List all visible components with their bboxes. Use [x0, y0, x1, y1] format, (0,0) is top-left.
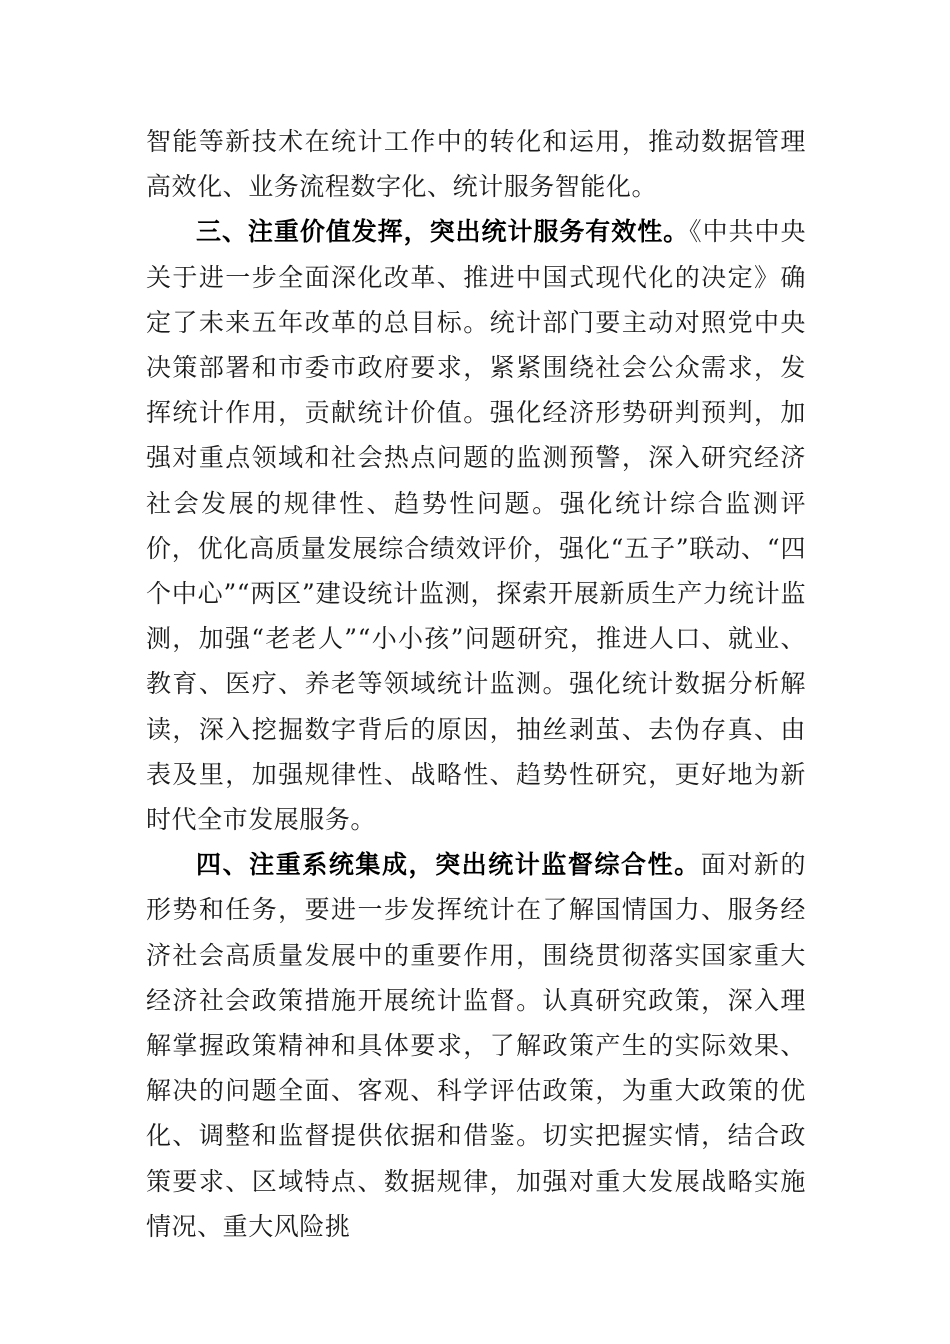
paragraph-body: 面对新的形势和任务，要进一步发挥统计在了解国情国力、服务经济社会高质量发展中的重要作用，围绕贯彻落实国家重大经济社会政策措施开展统计监督。认真研究政策，深入理解掌握政策精神和具体要求，了解政策产生的实际效果、解决的问题全面、客观、科学评估政策，为重大政策的优化、调整和监督提供依据和借鉴。切实把握实情，结合政策要求、区域特点、数据规律，加强对重大发展战略实施情况、重大风险挑 — [146, 850, 806, 1241]
section-heading-4: 四、注重系统集成，突出统计监督综合性。 — [196, 850, 701, 880]
paragraph-body: 智能等新技术在统计工作中的转化和运用，推动数据管理高效化、业务流程数字化、统计服务智能化。 — [146, 127, 806, 202]
paragraph-section-3 — [146, 209, 806, 842]
paragraph-continuation — [146, 119, 806, 209]
document-body — [146, 119, 806, 1249]
paragraph-body: 《中共中央关于进一步全面深化改革、推进中国式现代化的决定》确定了未来五年改革的总目标。统计部门要主动对照党中央决策部署和市委市政府要求，紧紧围绕社会公众需求，发挥统计作用，贡献统计价值。强化经济形势研判预判，加强对重点领域和社会热点问题的监测预警，深入研究经济社会发展的规律性、趋势性问题。强化统计综合监测评价，优化高质量发展综合绩效评价，强化“五子”联动、“四个中心”“两区”建设统计监测，探索开展新质生产力统计监测，加强“老老人”“小小孩”问题研究，推进人口、就业、教育、医疗、养老等领域统计监测。强化统计数据分析解读，深入挖掘数字背后的原因，抽丝剥茧、去伪存真、由表及里，加强规律性、战略性、趋势性研究，更好地为新时代全市发展服务。 — [146, 217, 806, 835]
paragraph-section-4 — [146, 842, 806, 1249]
section-heading-3: 三、注重价值发挥，突出统计服务有效性。 — [196, 217, 690, 247]
